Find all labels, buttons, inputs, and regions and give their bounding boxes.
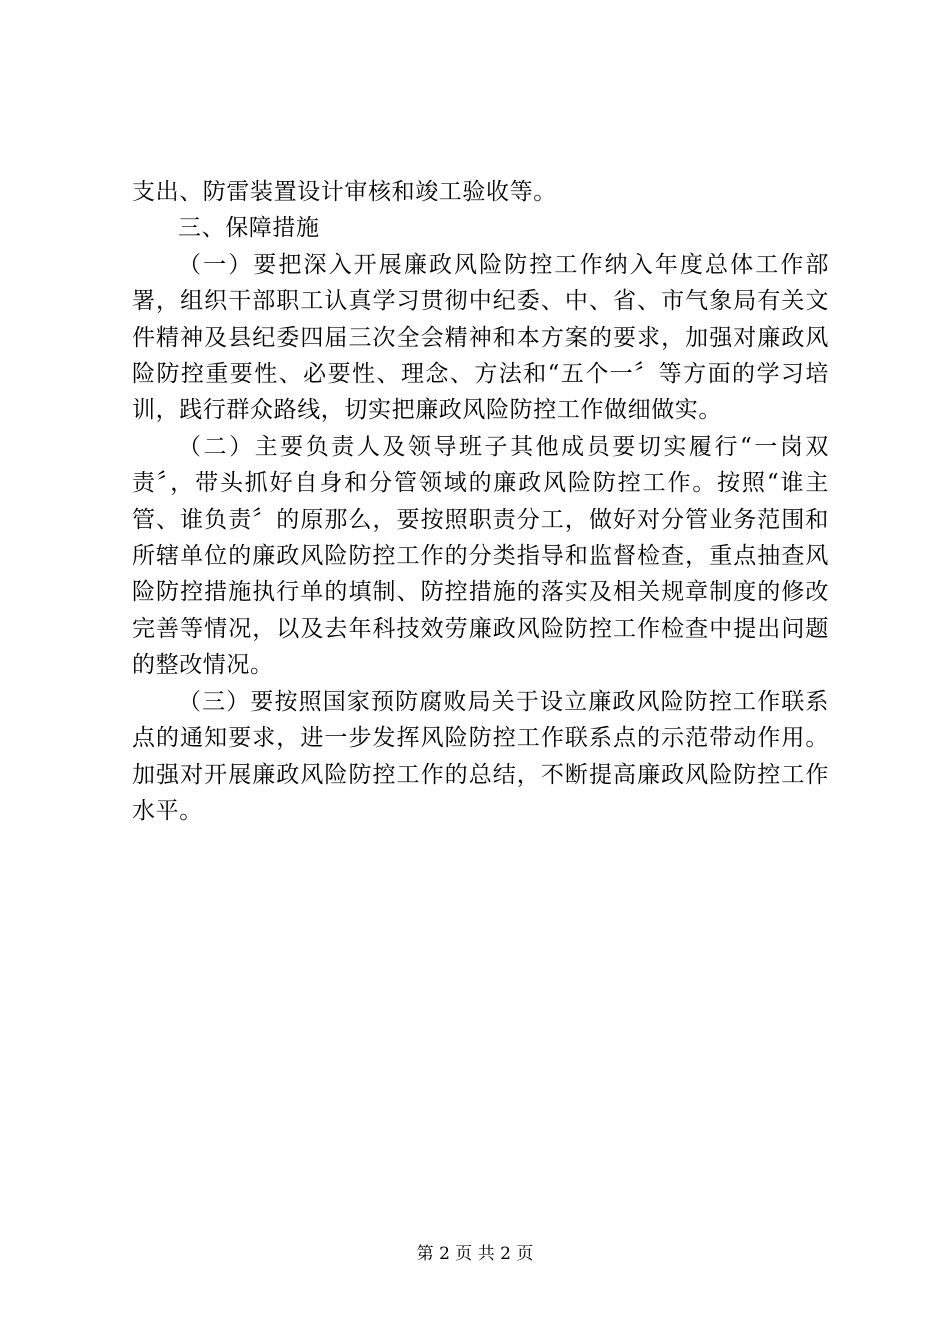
paragraph-measure-3: （三）要按照国家预防腐败局关于设立廉政风险防控工作联系点的通知要求，进一步发挥风险防控工作联系点的示范带动作用。加强对开展廉政风险防控工作的总结，不断提高廉政风险防控工作水平。 [132, 688, 829, 824]
page-number-footer: 第 2 页 共 2 页 [416, 1244, 534, 1264]
document-body [132, 174, 829, 829]
section-heading-safeguards: 三、保障措施 [178, 215, 320, 242]
paragraph-continuation: 支出、防雷装置设计审核和竣工验收等。 [132, 179, 557, 205]
paragraph-measure-2: （二）主要负责人及领导班子其他成员要切实履行“一岗双责〞，带头抓好自身和分管领域的廉政风险防控工作。按照“谁主管、谁负责〞的原那么，要按照职责分工，做好对分管业务范围和所辖单位的廉政风险防控工作的分类指导和监督检查，重点抽查风险防控措施执行单的填制、防控措施的落实及相关规章制度的修改完善等情况，以及去年科技效劳廉政风险防控工作检查中提出问题的整改情况。 [132, 433, 829, 679]
paragraph-measure-1: （一）要把深入开展廉政风险防控工作纳入年度总体工作部署，组织干部职工认真学习贯彻中纪委、中、省、市气象局有关文件精神及县纪委四届三次全会精神和本方案的要求，加强对廉政风险防控重要性、必要性、理念、方法和“五个一〞等方面的学习培训，践行群众路线，切实把廉政风险防控工作做细做实。 [132, 251, 829, 424]
